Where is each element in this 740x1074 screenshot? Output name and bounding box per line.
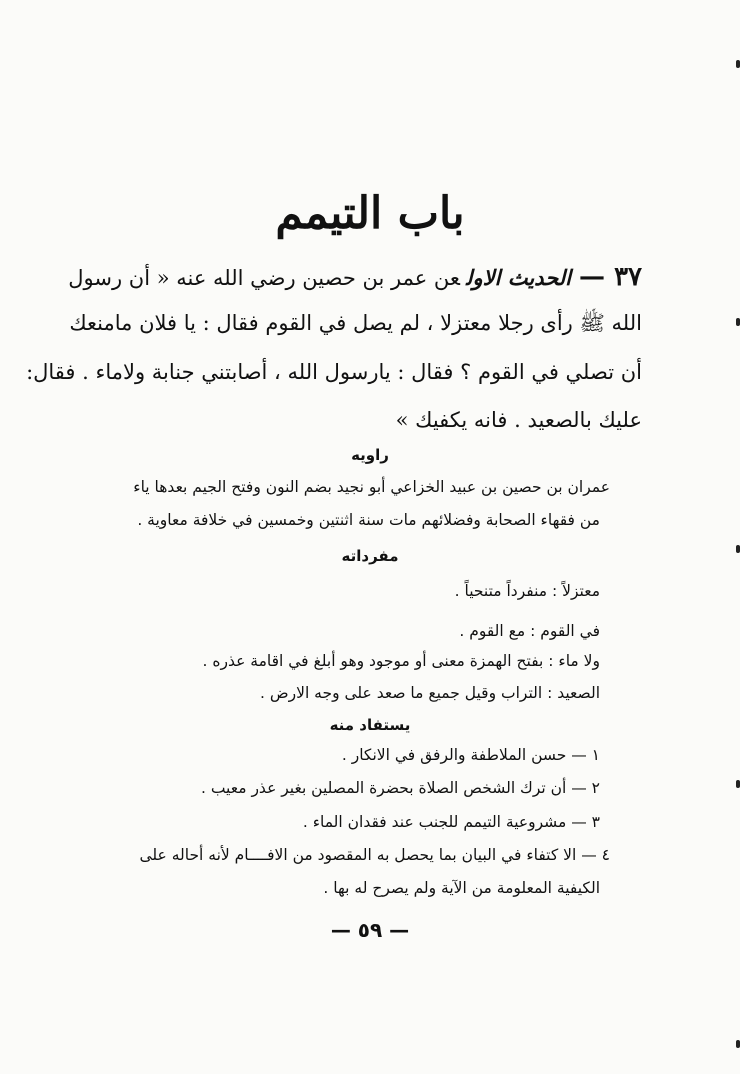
rawi-heading: راويه — [351, 446, 389, 464]
hadith-line-2: الله ﷺ رأى رجلا معتزلا ، لم يصل في القوم فقال : يا فلان مامنعك — [69, 311, 642, 335]
page-number: — ٥٩ — — [330, 918, 410, 942]
hadith-line-1 — [68, 262, 642, 292]
mufradat-item: الصعيد : التراب وقيل جميع ما صعد على وجه الارض . — [260, 684, 600, 702]
margin-mark — [736, 318, 740, 326]
benefit-item: ٢ — أن ترك الشخص الصلاة بحضرة المصلين بغير عذر معيب . — [200, 779, 600, 797]
hadith-number: ٣٧ — — [579, 262, 642, 292]
margin-mark — [736, 60, 740, 68]
hadith-line-4: عليك بالصعيد . فانه يكفيك » — [395, 408, 642, 432]
benefit-item: ٤ — الا كتفاء في البيان بما يحصل به المقصود من الافــــام لأنه أحاله على — [139, 846, 610, 864]
margin-mark — [736, 1040, 740, 1048]
benefits-heading: يستفاد منه — [329, 716, 411, 734]
mufradat-heading: مفرداته — [341, 547, 399, 565]
mufradat-item: في القوم : مع القوم . — [459, 622, 600, 640]
benefit-item: الكيفية المعلومة من الآية ولم يصرح له بها . — [323, 879, 600, 897]
chapter-title: باب التيمم — [275, 188, 465, 239]
mufradat-item: معتزلاً : منفرداً متنحياً . — [454, 582, 600, 600]
rawi-line-1: عمران بن حصين بن عبيد الخزاعي أبو نجيد بضم النون وفتح الجيم بعدها ياء — [133, 478, 610, 496]
hadith-text: عن عمر بن حصين رضي الله عنه « أن رسول — [68, 266, 461, 290]
benefit-item: ١ — حسن الملاطفة والرفق في الانكار . — [341, 746, 600, 764]
hadith-heading: الحديث الاول — [466, 265, 571, 290]
rawi-line-2: من فقهاء الصحابة وفضلائهم مات سنة اثنتين وخمسين في خلافة معاوية . — [137, 511, 600, 529]
margin-mark — [736, 780, 740, 788]
hadith-line-3: أن تصلي في القوم ؟ فقال : يارسول الله ، أصابتني جنابة ولاماء . فقال: — [26, 360, 642, 384]
margin-mark — [736, 545, 740, 553]
benefit-item: ٣ — مشروعية التيمم للجنب عند فقدان الماء . — [302, 813, 600, 831]
mufradat-item: ولا ماء : بفتح الهمزة معنى أو موجود وهو أبلغ في اقامة عذره . — [202, 652, 600, 670]
